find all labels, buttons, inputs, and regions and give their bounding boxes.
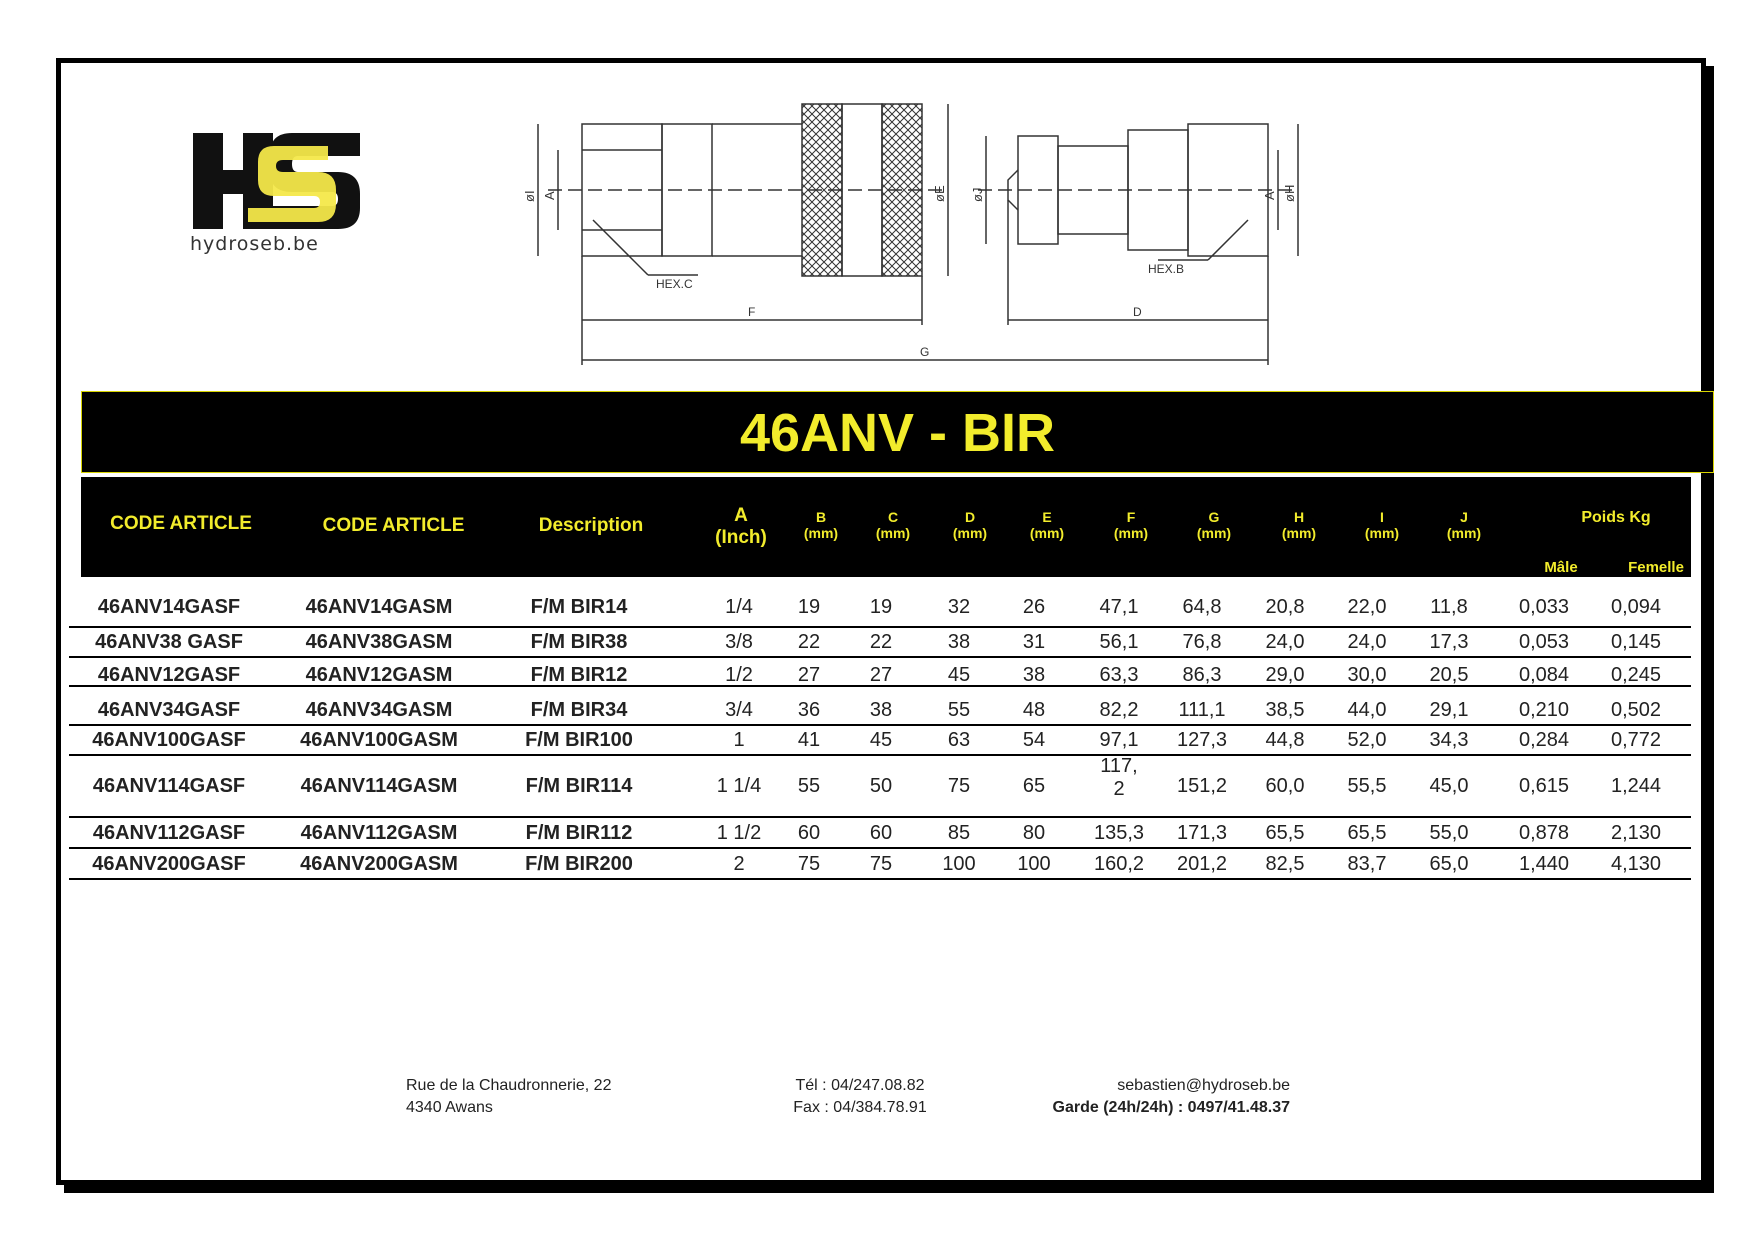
table-cell: 160,2 [1093,852,1145,875]
header-code-article-2: CODE ARTICLE [322,515,465,536]
table-cell: 46ANV100GASM [300,728,458,751]
table-cell: 30,0 [1347,663,1387,686]
label-dim-A-male: A [1262,191,1277,200]
table-cell: 52,0 [1347,728,1387,751]
contact-garde: Garde (24h/24h) : 0497/41.48.37 [1052,1098,1290,1116]
table-cell: 64,8 [1182,595,1222,618]
table-cell: 151,2 [1176,774,1228,797]
table-cell: 27 [869,663,893,686]
address-street: Rue de la Chaudronnerie, 22 [406,1077,612,1094]
table-cell: 117, 2 [1100,755,1138,800]
table-cell: 55 [947,698,971,721]
table-cell: 54 [1022,728,1046,751]
row-divider [69,878,1691,880]
table-cell: 46ANV100GASF [92,728,246,751]
table-cell: 75 [869,852,893,875]
table-row [69,587,1691,627]
table-cell: 171,3 [1176,821,1228,844]
table-cell: 0,615 [1518,774,1570,797]
table-cell: 38 [869,698,893,721]
table-cell: 55 [797,774,821,797]
table-cell: 44,0 [1347,698,1387,721]
table-cell: 4,130 [1610,852,1662,875]
table-cell: 47,1 [1099,595,1139,618]
label-dim-A-female: A [542,191,557,200]
table-cell: 26 [1022,595,1046,618]
table-cell: 82,5 [1265,852,1305,875]
table-cell: 27 [797,663,821,686]
table-cell: 0,245 [1610,663,1662,686]
table-cell: 24,0 [1347,630,1387,653]
logo-text: hydroseb.be [190,233,319,255]
table-cell: 0,772 [1610,728,1662,751]
table-row [69,850,1691,878]
table-cell: 20,8 [1265,595,1305,618]
table-cell: 0,878 [1518,821,1570,844]
table-cell: 75 [797,852,821,875]
table-cell: 63 [947,728,971,751]
table-cell: 46ANV34GASF [97,698,241,721]
label-hex-b: HEX.B [1148,262,1185,276]
address-city: 4340 Awans [406,1098,493,1116]
table-cell: 29,0 [1265,663,1305,686]
table-cell: 135,3 [1093,821,1145,844]
table-cell: 2 [733,852,745,875]
footer-contact [980,1075,1290,1118]
table-cell: 46ANV14GASM [305,595,453,618]
header-i: I (mm) [1364,509,1400,542]
table-cell: 65,5 [1265,821,1305,844]
table-cell: 56,1 [1099,630,1139,653]
header-c: C (mm) [875,509,911,542]
table-cell: 3/8 [725,630,753,653]
table-cell: 50 [869,774,893,797]
table-cell: 75 [947,774,971,797]
table-cell: 19 [869,595,893,618]
table-cell: F/M BIR34 [530,698,628,721]
footer-address [406,1075,611,1118]
header-b: B (mm) [803,509,839,542]
table-cell: 45,0 [1429,774,1469,797]
table-cell: 0,145 [1610,630,1662,653]
header-description: Description [538,515,644,536]
table-cell: 1,244 [1610,774,1662,797]
title-bar [81,391,1714,473]
table-cell: 46ANV114GASF [92,774,246,797]
table-cell: F/M BIR100 [525,728,633,751]
table-cell: 22,0 [1347,595,1387,618]
table-cell: F/M BIR14 [530,595,628,618]
table-cell: 46ANV200GASM [300,852,458,875]
table-cell: 44,8 [1265,728,1305,751]
table-cell: 46ANV38 GASF [95,630,243,653]
table-cell: 76,8 [1182,630,1222,653]
label-dim-I: øI [522,190,537,202]
table-cell: 34,3 [1429,728,1469,751]
table-cell: F/M BIR114 [525,774,633,797]
table-cell: 46ANV34GASM [305,698,453,721]
table-cell: 97,1 [1099,728,1139,751]
table-cell: F/M BIR200 [525,852,633,875]
table-cell: 80 [1022,821,1046,844]
table-cell: 38 [1022,663,1046,686]
header-poids: Poids Kg [1581,509,1651,526]
header-g: G (mm) [1196,509,1232,542]
header-e: E (mm) [1029,509,1065,542]
table-cell: 29,1 [1429,698,1469,721]
row-divider [69,816,1691,818]
table-cell: 65,5 [1347,821,1387,844]
header-male: Mâle [1544,559,1578,576]
label-dim-F: F [748,305,756,319]
table-cell: 1 1/2 [716,821,762,844]
table-cell: 0,210 [1518,698,1570,721]
table-cell: 46ANV114GASM [300,774,458,797]
header-f: F (mm) [1113,509,1149,542]
header-j: J (mm) [1446,509,1482,542]
table-cell: 55,0 [1429,821,1469,844]
table-cell: 46ANV112GASM [300,821,458,844]
table-cell: 11,8 [1430,595,1468,618]
table-cell: 46ANV12GASM [305,663,453,686]
table-cell: 31 [1022,630,1046,653]
table-cell: 22 [869,630,893,653]
table-cell: 1,440 [1518,852,1570,875]
header-d: D (mm) [952,509,988,542]
phone-fax: Fax : 04/384.78.91 [793,1098,927,1116]
table-cell: 48 [1022,698,1046,721]
table-cell: 82,2 [1099,698,1139,721]
table-cell: 201,2 [1176,852,1228,875]
table-cell: 1/2 [725,663,753,686]
header-code-article-1: CODE ARTICLE [110,513,252,534]
table-cell: F/M BIR112 [525,821,633,844]
table-cell: 45 [869,728,893,751]
header-h: H (mm) [1281,509,1317,542]
table-cell: 65,0 [1429,852,1469,875]
table-cell: 1 [733,728,745,751]
table-cell: 17,3 [1429,630,1469,653]
table-cell: 85 [947,821,971,844]
table-cell: 0,084 [1518,663,1570,686]
table-header [81,477,1691,577]
table-cell: 0,053 [1518,630,1570,653]
table-cell: 0,284 [1518,728,1570,751]
table-cell: 1 1/4 [716,774,762,797]
table-cell: 111,1 [1178,698,1226,721]
table-cell: 20,5 [1429,663,1469,686]
label-dim-J: øJ [970,187,985,202]
table-cell: 38,5 [1265,698,1305,721]
table-cell: 19 [797,595,821,618]
table-cell: 1/4 [725,595,753,618]
table-cell: 100 [1017,852,1051,875]
label-dim-G: G [920,345,930,359]
page-title: 46ANV - BIR [739,403,1056,463]
table-cell: 65 [1022,774,1046,797]
table-cell: 46ANV112GASF [92,821,246,844]
table-cell: 60 [797,821,821,844]
table-cell: 46ANV38GASM [305,630,453,653]
table-cell: 22 [797,630,821,653]
table-row [69,755,1691,817]
phone-tel: Tél : 04/247.08.82 [795,1077,925,1094]
table-cell: 41 [797,728,821,751]
table-cell: 2,130 [1610,821,1662,844]
table-row [69,819,1691,847]
header-a: A (Inch) [715,505,767,548]
table-cell: 0,502 [1610,698,1662,721]
table-cell: 32 [947,595,971,618]
table-cell: 127,3 [1176,728,1228,751]
table-row [69,726,1691,754]
table-cell: 63,3 [1099,663,1139,686]
footer-phone [770,1075,950,1118]
table-cell: F/M BIR38 [530,630,628,653]
table-cell: 46ANV14GASF [97,595,241,618]
table-cell: 36 [797,698,821,721]
table-cell: 86,3 [1182,663,1222,686]
label-dim-E: øE [932,185,947,202]
table-cell: 38 [947,630,971,653]
contact-email[interactable]: sebastien@hydroseb.be [1117,1077,1290,1094]
table-cell: 0,094 [1610,595,1662,618]
table-row [69,628,1691,656]
table-cell: 55,5 [1347,774,1387,797]
coupling-technical-drawing [508,90,1308,370]
label-hex-c: HEX.C [656,277,693,291]
table-cell: 100 [942,852,976,875]
row-divider [69,847,1691,849]
table-cell: 46ANV200GASF [92,852,246,875]
header-femelle: Femelle [1628,559,1684,576]
table-cell: 83,7 [1347,852,1387,875]
table-cell: 3/4 [725,698,753,721]
table-cell: F/M BIR12 [530,663,628,686]
row-divider [69,685,1691,687]
label-dim-D: D [1133,305,1142,319]
table-cell: 60,0 [1265,774,1305,797]
table-row [69,657,1691,693]
table-cell: 60 [869,821,893,844]
table-cell: 46ANV12GASF [97,663,241,686]
table-cell: 0,033 [1518,595,1570,618]
table-cell: 45 [947,663,971,686]
table-cell: 24,0 [1265,630,1305,653]
label-dim-H: øH [1282,184,1297,202]
table-row [69,696,1691,724]
